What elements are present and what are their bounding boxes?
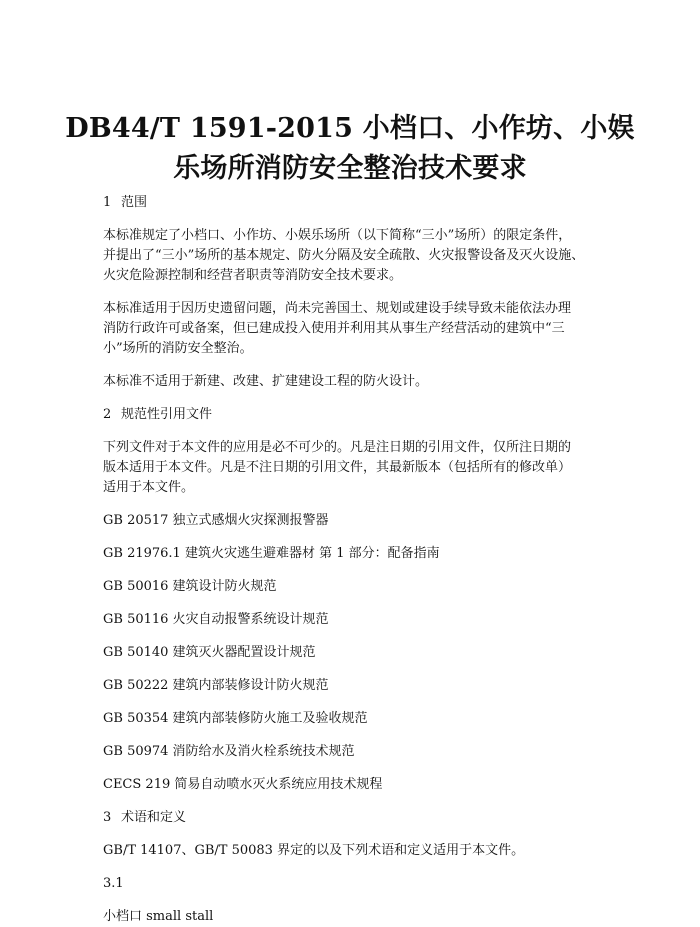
section-title: 术语和定义 [121,810,187,825]
section-heading-terms [103,808,608,828]
section-number: 3 [103,810,112,825]
section-number: 1 [103,195,112,210]
section-title: 规范性引用文件 [121,407,213,422]
reference-item: GB 50354 建筑内部装修防火施工及验收规范 [103,711,368,726]
text-line: 下列文件对于本文件的应用是必不可少的。凡是注日期的引用文件，仅所注日期的 [103,440,572,455]
reference-item: GB 50974 消防给水及消火栓系统技术规范 [103,744,355,759]
reference-item: GB 50016 建筑设计防火规范 [103,579,277,594]
term-entry: 小档口 small stall [103,909,214,924]
text-line: 适用于本文件。 [103,480,195,495]
section-heading-scope [103,193,608,213]
text-line: 消防行政许可或备案，但已建成投入使用并利用其从事生产经营活动的建筑中“三 [103,321,565,336]
reference-item: CECS 219 简易自动喷水灭火系统应用技术规程 [103,777,383,792]
section-title: 范围 [121,195,148,210]
clause-number: 3.1 [103,876,124,891]
section-heading-normative-references [103,405,608,425]
text-line: 小”场所的消防安全整治。 [103,341,253,356]
paragraph-scope-2 [103,299,608,359]
reference-item: GB 50140 建筑灭火器配置设计规范 [103,645,316,660]
paragraph-scope-1 [103,226,608,286]
text-line: 版本适用于本文件。凡是不注日期的引用文件，其最新版本（包括所有的修改单） [103,460,572,475]
section-number: 2 [103,407,112,422]
paragraph-scope-3 [103,372,608,392]
reference-item: GB 21976.1 建筑火灾逃生避难器材 第 1 部分：配备指南 [103,546,440,561]
text-line: 本标准规定了小档口、小作坊、小娱乐场所（以下简称“三小”场所）的限定条件， [103,228,572,243]
document-title [60,109,640,189]
reference-item: GB 50222 建筑内部装修设计防火规范 [103,678,329,693]
text-line: 本标准不适用于新建、改建、扩建建设工程的防火设计。 [103,374,429,389]
text-line: 火灾危险源控制和经营者职责等消防安全技术要求。 [103,268,403,283]
paragraph-terms-intro: GB/T 14107、GB/T 50083 界定的以及下列术语和定义适用于本文件。 [103,843,525,858]
reference-item: GB 50116 火灾自动报警系统设计规范 [103,612,329,627]
title-line-2: 乐场所消防安全整治技术要求 [173,153,527,185]
title-line-1: DB44/T 1591-2015 小档口、小作坊、小娱 [65,113,635,145]
reference-item: GB 20517 独立式感烟火灾探测报警器 [103,513,329,528]
text-line: 并提出了“三小”场所的基本规定、防火分隔及安全疏散、火灾报警设备及灭火设施、 [103,248,585,263]
paragraph-references-intro [103,438,608,498]
text-line: 本标准适用于因历史遗留问题，尚未完善国土、规划或建设手续导致未能依法办理 [103,301,572,316]
document-body [103,193,608,927]
